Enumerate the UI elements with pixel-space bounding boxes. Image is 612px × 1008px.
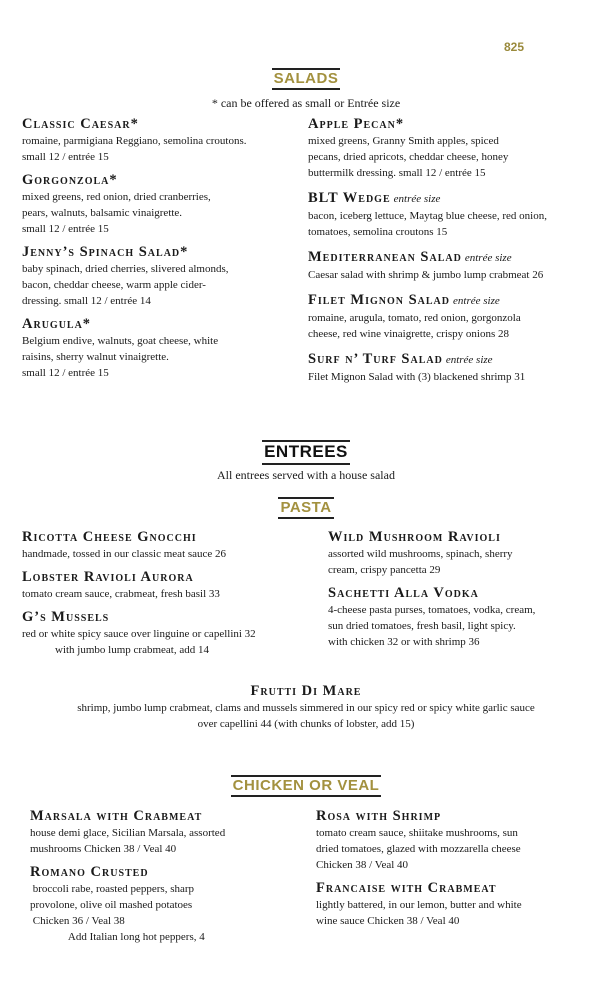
page-number: 825 [504,40,525,54]
menu-item-filet-mignon-salad [308,292,598,342]
menu-item-sachetti-alla-vodka [328,585,600,650]
item-desc: red or white spicy sauce over linguine or capellini 32 with jumbo lump crabmeat, add 14 [22,628,256,656]
menu-item-francaise-with-crabmeat [316,880,600,929]
item-desc: 4-cheese pasta purses, tomatoes, vodka, cream, sun dried tomatoes, fresh basil, light spicy. with chicken 32 or with shrimp 36 [328,604,536,648]
menu-item-romano-crusted [30,864,310,945]
entrees-note: All entrees served with a house salad [217,468,395,482]
size-tag: entrée size [464,252,512,264]
size-tag: entrée size [453,295,500,307]
item-desc: tomato cream sauce, shiitake mushrooms, sun dried tomatoes, glazed with mozzarella cheese Chicken 38 / Veal 40 [316,827,521,871]
item-desc: mixed greens, red onion, dried cranberries, pears, walnuts, balsamic vinaigrette. small 12 / entrée 15 [22,191,211,235]
item-desc: mixed greens, Granny Smith apples, spiced pecans, dried apricots, cheddar cheese, honey buttermilk dressing. small 12 / entrée 15 [308,135,509,179]
section-title-salads: SALADS [0,68,612,90]
item-desc: shrimp, jumbo lump crabmeat, clams and mussels simmered in our spicy red or spicy white garlic sauce over capellini 44 (with chunks of lobster, add 15) [77,702,535,730]
item-desc: Filet Mignon Salad with (3) blackened shrimp 31 [308,371,526,383]
item-name: Wild Mushroom Ravioli [328,529,501,545]
item-name: G’s Mussels [22,609,110,625]
item-desc: assorted wild mushrooms, spinach, sherry cream, crispy pancetta 29 [328,548,513,576]
item-desc: house demi glace, Sicilian Marsala, assorted mushrooms Chicken 38 / Veal 40 [30,827,226,855]
size-tag: entrée size [393,193,441,205]
item-name: Romano Crusted [30,864,149,880]
item-name: Gorgonzola* [22,172,118,188]
item-desc: tomato cream sauce, crabmeat, fresh basil 33 [22,588,220,600]
item-desc: romaine, parmigiana Reggiano, semolina croutons. small 12 / entrée 15 [22,135,247,163]
menu-item-ricotta-cheese-gnocchi [22,529,322,562]
item-desc: lightly battered, in our lemon, butter and white wine sauce Chicken 38 / Veal 40 [316,899,522,927]
item-name: Apple Pecan* [308,116,405,132]
item-desc: bacon, iceberg lettuce, Maytag blue cheese, red onion, tomatoes, semolina croutons 15 [308,210,547,238]
menu-item-classic-caesar [22,116,302,165]
item-name: Filet Mignon Salad entrée size [308,292,500,308]
item-name: BLT Wedge entrée size [308,190,441,206]
menu-item-marsala-with-crabmeat [30,808,310,857]
item-name: Lobster Ravioli Aurora [22,569,194,585]
pasta-left-column [22,529,322,665]
item-name: Sachetti Alla Vodka [328,585,479,601]
item-name: Jenny’s Spinach Salad* [22,244,189,260]
menu-item-jennys-spinach-salad [22,244,302,309]
item-desc: Belgium endive, walnuts, goat cheese, white raisins, sherry walnut vinaigrette. small 12 / entrée 15 [22,335,219,379]
menu-item-arugula [22,316,302,381]
section-title-chicken-or-veal: CHICKEN OR VEAL [0,775,612,797]
section-title-entrees: ENTREES [0,440,612,465]
menu-item-gorgonzola [22,172,302,237]
item-name: Ricotta Cheese Gnocchi [22,529,197,545]
chicken-veal-right-column [316,808,600,936]
section-title-pasta: PASTA [0,497,612,519]
chicken-veal-left-column [30,808,310,952]
item-desc: handmade, tossed in our classic meat sauce 26 [22,548,227,560]
menu-item-wild-mushroom-ravioli [328,529,600,578]
item-name: Classic Caesar* [22,116,139,132]
salads-note: * can be offered as small or Entrée size [211,96,401,110]
item-desc: romaine, arugula, tomato, red onion, gorgonzola cheese, red wine vinaigrette, crispy onions 28 [308,312,521,340]
size-tag: entrée size [445,354,493,366]
item-desc: broccoli rabe, roasted peppers, sharp provolone, olive oil mashed potatoes Chicken 36 / Veal 38 Add Italian long hot peppers, 4 [30,883,205,943]
item-name: Rosa with Shrimp [316,808,442,824]
item-name: Surf n’ Turf Salad entrée size [308,351,493,367]
item-name: Frutti Di Mare [250,683,362,699]
menu-item-frutti-di-mare [0,683,612,732]
item-name: Marsala with Crabmeat [30,808,203,824]
salads-left-column [22,116,302,388]
item-desc: Caesar salad with shrimp & jumbo lump crabmeat 26 [308,269,544,281]
item-desc: baby spinach, dried cherries, slivered almonds, bacon, cheddar cheese, warm apple cider- dressing. small 12 / entrée 14 [22,263,229,307]
item-name: Francaise with Crabmeat [316,880,497,896]
menu-item-lobster-ravioli-aurora [22,569,322,602]
item-name: Mediterranean Salad entrée size [308,249,512,265]
menu-item-blt-wedge [308,190,598,240]
menu-item-mediterranean-salad [308,249,598,283]
salads-right-column [308,116,598,392]
menu-item-rosa-with-shrimp [316,808,600,873]
pasta-right-column [328,529,600,657]
menu-item-gs-mussels [22,609,322,658]
menu-item-apple-pecan [308,116,598,181]
item-name: Arugula* [22,316,92,332]
menu-item-surf-n-turf-salad [308,351,598,385]
